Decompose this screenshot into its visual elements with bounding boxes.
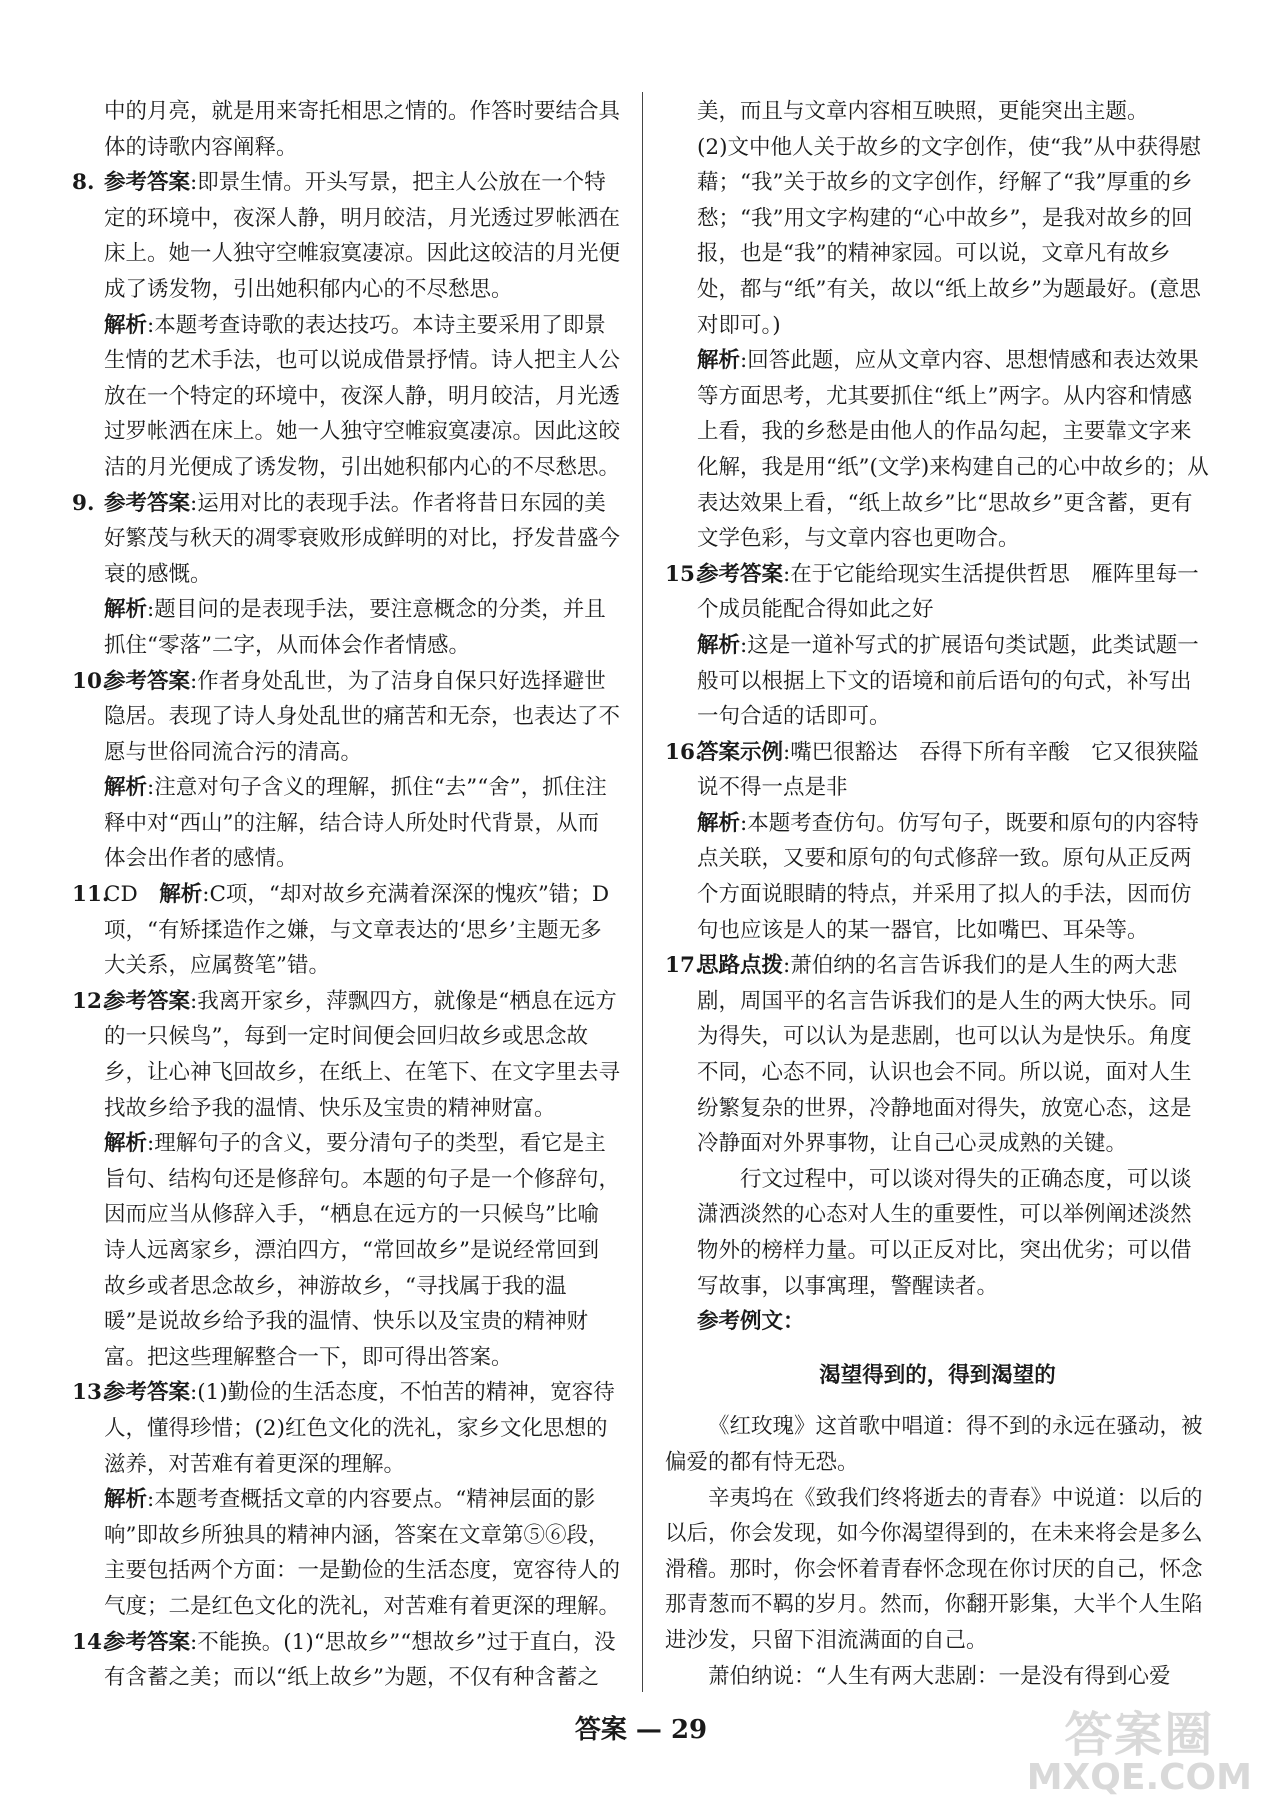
analysis-10: 解析:注意对句子含义的理解，抓住“去”“舍”，抓住注释中对“西山”的注解，结合诗人所处时代背景，从而体会出作者的感情。 bbox=[104, 775, 607, 872]
answer-item-17: 17.思路点拨:萧伯纳的名言告诉我们的是人生的两大悲剧，周国平的名言告诉我们的是人生的两大快乐。同为得失，可以认为是悲剧，也可以认为是快乐。角度不同，心态不同，认识也会不同。所以说，面对人生纷繁复杂的世界，冷静地面对得失，放宽心态，这是冷静面对外界事物，让自己心灵成熟的关键。 bbox=[665, 953, 1192, 1157]
left-column bbox=[72, 94, 620, 1696]
analysis-8: 解析:本题考查诗歌的表达技巧。本诗主要采用了即景生情的艺术手法，也可以说成借景抒情。诗人把主人公放在一个特定的环境中，夜深人静，明月皎洁，月光透过罗帐洒在床上。她一人独守空帷寂寞凄凉。因此这皎洁的月光便成了诱发物，引出她积郁内心的不尽愁思。 bbox=[104, 312, 621, 480]
answer-14-continued: 美，而且与文章内容相互映照，更能突出主题。 bbox=[697, 99, 1149, 124]
answer-item-16: 16.答案示例:嘴巴很豁达 吞得下所有辛酸 它又很狭隘 说不得一点是非 bbox=[665, 739, 1221, 801]
watermark-logo: 答案圈 MXQE.COM bbox=[1026, 1707, 1252, 1798]
answer-item-13: 13.参考答案:(1)勤俭的生活态度，不怕苦的精神，宽容待人，懂得珍惜；(2)红色文化的洗礼，家乡文化思想的滋养，对苦难有着更深的理解。 bbox=[72, 1380, 615, 1477]
analysis-14: 解析:回答此题，应从文章内容、思想情感和表达效果等方面思考，尤其要抓住“纸上”两字。从内容和情感上看，我的乡愁是由他人的作品勾起，主要靠文字来化解，我是用“纸”(文学)来构建自己的心中故乡的；从表达效果上看，“纸上故乡”比“思故乡”更含蓄，更有文学色彩，与文章内容也更吻合。 bbox=[697, 348, 1209, 552]
essay-paragraph: 辛夷坞在《致我们终将逝去的青春》中说道：以后的以后，你会发现，如今你渴望得到的，在未来将会是多么滑稽。那时，你会怀着青春怀念现在你讨厌的自己，怀念那青葱而不羁的岁月。然而，你翻开影集，大半个人生陷进沙发，只留下泪流满面的自己。 bbox=[665, 1485, 1203, 1653]
right-column bbox=[665, 94, 1221, 1694]
answer-item-10: 10.参考答案:作者身处乱世，为了洁身自保只好选择避世隐居。表现了诗人身处乱世的痛苦和无奈，也表达了不愿与世俗同流合污的清高。 bbox=[72, 668, 621, 765]
analysis-16: 解析:本题考查仿句。仿写句子，既要和原句的内容特点关联，又要和原句的句式修辞一致。原句从正反两个方面说眼睛的特点，并采用了拟人的手法，因而仿句也应该是人的某一器官，比如嘴巴、耳朵等。 bbox=[697, 810, 1199, 943]
analysis-13: 解析:本题考查概括文章的内容要点。“精神层面的影响”即故乡所独具的精神内涵，答案在文章第⑤⑥段，主要包括两个方面：一是勤俭的生活态度，宽容待人的气度；二是红色文化的洗礼，对苦难有着更深的理解。 bbox=[104, 1487, 621, 1619]
answer-item-8: 8. 参考答案:即景生情。开头写景，把主人公放在一个特定的环境中，夜深人静，明月皎洁，月光透过罗帐洒在床上。她一人独守空帷寂寞凄凉。因此这皎洁的月光便成了诱发物，引出她积郁内心的不尽愁思。 bbox=[72, 170, 621, 302]
continued-analysis: 中的月亮，就是用来寄托相思之情的。作答时要结合具体的诗歌内容阐释。 bbox=[104, 99, 621, 160]
answer-14-part-2: (2)文中他人关于故乡的文字创作，使“我”从中获得慰藉；“我”关于故乡的文字创作，纾解了“我”厚重的乡愁；“我”用文字构建的“心中故乡”，是我对故乡的回报，也是“我”的精神家园。可以说，文章凡有故乡处，都与“纸”有关，故以“纸上故乡”为题最好。(意思对即可。) bbox=[697, 134, 1201, 338]
page-footer: 答案 — 29 bbox=[574, 1715, 708, 1745]
writing-guidance: 行文过程中，可以谈对得失的正确态度，可以谈潇洒淡然的心态对人生的重要性，可以举例阐述淡然物外的榜样力量。可以正反对比，突出优劣；可以借写故事，以事寓理，警醒读者。 bbox=[697, 1166, 1192, 1299]
analysis-15: 解析:这是一道补写式的扩展语句类试题，此类试题一般可以根据上下文的语境和前后语句的句式，补写出一句合适的话即可。 bbox=[697, 632, 1199, 730]
column-divider bbox=[642, 92, 643, 1692]
answer-item-9: 9. 参考答案:运用对比的表现手法。作者将昔日东园的美好繁茂与秋天的凋零衰败形成鲜明的对比，抒发昔盛今衰的感慨。 bbox=[72, 490, 621, 587]
essay-paragraph: 萧伯纳说：“人生有两大悲剧：一是没有得到心爱 bbox=[708, 1663, 1171, 1689]
essay-title: 渴望得到的，得到渴望的 bbox=[819, 1362, 1056, 1388]
answer-item-14: 14.参考答案:不能换。(1)“思故乡”“想故乡”过于直白，没有含蓄之美；而以“纸上故乡”为题，不仅有种含蓄之 bbox=[72, 1629, 616, 1691]
analysis-12: 解析:理解句子的含义，要分清句子的类型，看它是主旨句、结构句还是修辞句。本题的句子是一个修辞句，因而应当从修辞入手，“栖息在远方的一只候鸟”比喻诗人远离家乡，漂泊四方，“常回故乡”是说经常回到故乡或者思念故乡，神游故乡，“寻找属于我的温暖”是说故乡给予我的温情、快乐以及宝贵的精神财富。把这些理解整合一下，即可得出答案。 bbox=[104, 1131, 621, 1370]
answer-item-12: 12.参考答案:我离开家乡，萍飘四方，就像是“栖息在远方的一只候鸟”，每到一定时间便会回归故乡或思念故乡，让心神飞回故乡，在纸上、在笔下、在文字里去寻找故乡给予我的温情、快乐及宝贵的精神财富。 bbox=[72, 988, 621, 1121]
sample-essay-label: 参考例文： bbox=[697, 1309, 805, 1335]
analysis-9: 解析:题目问的是表现手法，要注意概念的分类，并且抓住“零落”二字，从而体会作者情感。 bbox=[104, 597, 606, 658]
answer-item-15: 15.参考答案:在于它能给现实生活提供哲思 雁阵里每一个成员能配合得如此之好 bbox=[665, 561, 1199, 623]
essay-paragraph: 《红玫瑰》这首歌中唱道：得不到的永远在骚动，被偏爱的都有恃无恐。 bbox=[665, 1414, 1203, 1475]
answer-item-11: 11.CD 解析:C项，“却对故乡充满着深深的愧疚”错；D项，“有矫揉造作之嫌，与文章表达的‘思乡’主题无多大关系，应属赘笔”错。 bbox=[72, 882, 610, 979]
